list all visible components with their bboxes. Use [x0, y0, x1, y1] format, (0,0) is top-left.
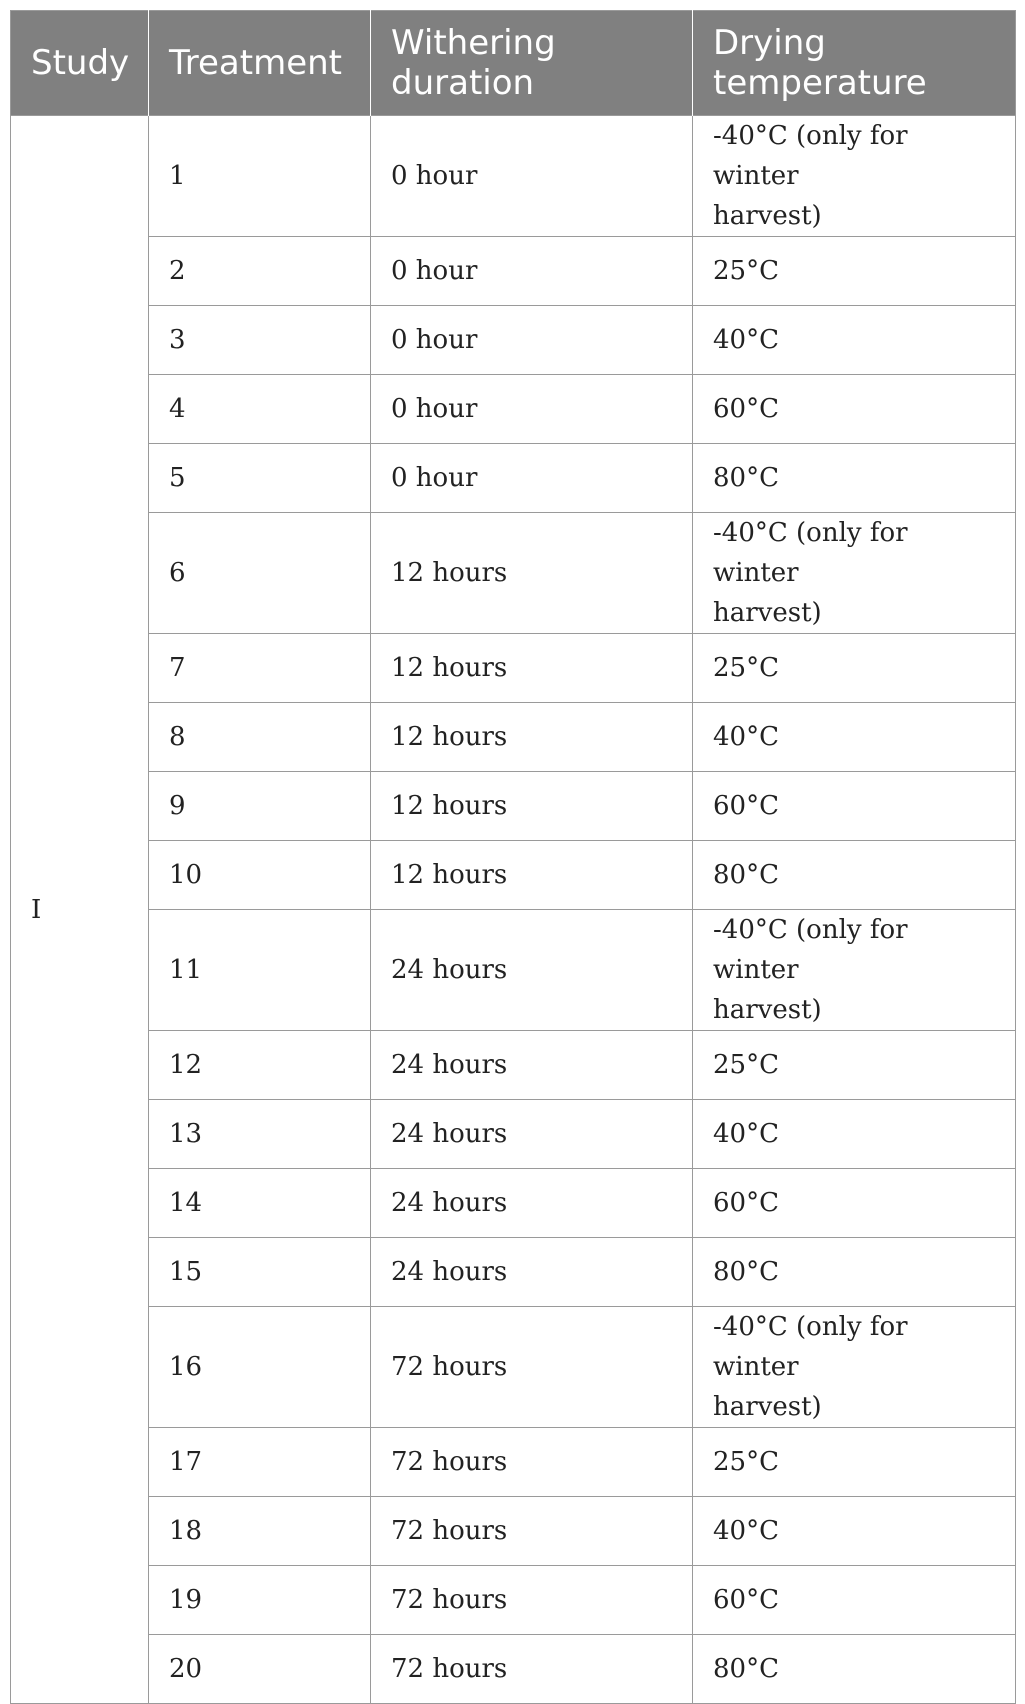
drying-text-line: 40°C: [713, 325, 779, 355]
table-row: [11, 237, 1016, 306]
cell-treatment: 12: [149, 1031, 371, 1100]
table-row: [11, 1307, 1016, 1428]
cell-drying-temperature: [693, 375, 1016, 444]
cell-drying-temperature: [693, 910, 1016, 1031]
drying-text-line: 40°C: [713, 1516, 779, 1546]
cell-withering-duration: 72 hours: [371, 1635, 693, 1704]
table-body: [11, 116, 1016, 1704]
table-row: [11, 1238, 1016, 1307]
table-row: [11, 444, 1016, 513]
drying-text-line: 60°C: [713, 1585, 779, 1615]
drying-text-line: harvest): [713, 201, 822, 231]
header-row: [11, 11, 1016, 116]
drying-text-line: 80°C: [713, 1654, 779, 1684]
table-header: [11, 11, 1016, 116]
cell-drying-temperature: [693, 772, 1016, 841]
cell-withering-duration: 0 hour: [371, 375, 693, 444]
cell-treatment: 4: [149, 375, 371, 444]
cell-drying-temperature: [693, 1031, 1016, 1100]
header-withering-line-2: duration: [391, 63, 535, 103]
cell-drying-temperature: [693, 841, 1016, 910]
drying-text-line: 25°C: [713, 1050, 779, 1080]
cell-withering-duration: 24 hours: [371, 1238, 693, 1307]
header-drying-line-2: temperature: [713, 63, 927, 103]
cell-treatment: 18: [149, 1497, 371, 1566]
cell-study: I: [11, 116, 149, 1704]
header-withering-line-1: Withering: [391, 23, 556, 63]
cell-drying-temperature: [693, 1307, 1016, 1428]
cell-drying-temperature: [693, 1497, 1016, 1566]
drying-text-line: 40°C: [713, 1119, 779, 1149]
cell-withering-duration: 12 hours: [371, 772, 693, 841]
cell-treatment: 5: [149, 444, 371, 513]
drying-text-line: 60°C: [713, 1188, 779, 1218]
drying-text-line: harvest): [713, 598, 822, 628]
cell-drying-temperature: [693, 237, 1016, 306]
table-row: [11, 634, 1016, 703]
drying-text-line: 25°C: [713, 653, 779, 683]
drying-text-line: -40°C (only for winter: [713, 915, 908, 985]
table-row: [11, 116, 1016, 237]
table-row: [11, 306, 1016, 375]
cell-treatment: 3: [149, 306, 371, 375]
cell-withering-duration: 12 hours: [371, 703, 693, 772]
table-row: [11, 375, 1016, 444]
table-row: [11, 513, 1016, 634]
cell-treatment: 9: [149, 772, 371, 841]
table-row: [11, 1031, 1016, 1100]
cell-withering-duration: 24 hours: [371, 1169, 693, 1238]
header-drying-line-1: Drying: [713, 23, 826, 63]
cell-withering-duration: 72 hours: [371, 1497, 693, 1566]
cell-treatment: 16: [149, 1307, 371, 1428]
treatment-table: [10, 10, 1016, 1704]
cell-drying-temperature: [693, 306, 1016, 375]
cell-withering-duration: 0 hour: [371, 237, 693, 306]
cell-drying-temperature: [693, 634, 1016, 703]
cell-withering-duration: 24 hours: [371, 910, 693, 1031]
cell-drying-temperature: [693, 1169, 1016, 1238]
cell-withering-duration: 72 hours: [371, 1307, 693, 1428]
cell-drying-temperature: [693, 703, 1016, 772]
table-row: [11, 1428, 1016, 1497]
cell-drying-temperature: [693, 116, 1016, 237]
cell-drying-temperature: [693, 513, 1016, 634]
drying-text-line: 80°C: [713, 1257, 779, 1287]
drying-text-line: 60°C: [713, 791, 779, 821]
table-row: [11, 1566, 1016, 1635]
table-row: [11, 703, 1016, 772]
drying-text-line: -40°C (only for winter: [713, 121, 908, 191]
cell-treatment: 6: [149, 513, 371, 634]
cell-treatment: 15: [149, 1238, 371, 1307]
cell-drying-temperature: [693, 1635, 1016, 1704]
table-row: [11, 1635, 1016, 1704]
treatment-table-container: [10, 10, 1015, 1704]
cell-withering-duration: 72 hours: [371, 1566, 693, 1635]
header-withering-duration: [371, 11, 693, 116]
cell-drying-temperature: [693, 1566, 1016, 1635]
cell-treatment: 17: [149, 1428, 371, 1497]
drying-text-line: harvest): [713, 1392, 822, 1422]
cell-treatment: 2: [149, 237, 371, 306]
cell-drying-temperature: [693, 1100, 1016, 1169]
drying-text-line: 25°C: [713, 256, 779, 286]
cell-withering-duration: 0 hour: [371, 444, 693, 513]
cell-withering-duration: 24 hours: [371, 1100, 693, 1169]
cell-drying-temperature: [693, 1428, 1016, 1497]
table-row: [11, 910, 1016, 1031]
drying-text-line: 80°C: [713, 860, 779, 890]
drying-text-line: 80°C: [713, 463, 779, 493]
cell-withering-duration: 72 hours: [371, 1428, 693, 1497]
header-drying-temperature: [693, 11, 1016, 116]
drying-text-line: 25°C: [713, 1447, 779, 1477]
drying-text-line: 60°C: [713, 394, 779, 424]
drying-text-line: 40°C: [713, 722, 779, 752]
cell-treatment: 14: [149, 1169, 371, 1238]
cell-withering-duration: 12 hours: [371, 841, 693, 910]
table-row: [11, 1169, 1016, 1238]
cell-treatment: 11: [149, 910, 371, 1031]
drying-text-line: -40°C (only for winter: [713, 518, 908, 588]
cell-treatment: 10: [149, 841, 371, 910]
table-row: [11, 1100, 1016, 1169]
cell-withering-duration: 12 hours: [371, 513, 693, 634]
cell-treatment: 20: [149, 1635, 371, 1704]
cell-withering-duration: 12 hours: [371, 634, 693, 703]
cell-withering-duration: 0 hour: [371, 116, 693, 237]
cell-treatment: 13: [149, 1100, 371, 1169]
cell-treatment: 8: [149, 703, 371, 772]
header-treatment: Treatment: [149, 11, 371, 116]
table-row: [11, 1497, 1016, 1566]
table-row: [11, 772, 1016, 841]
cell-drying-temperature: [693, 444, 1016, 513]
cell-drying-temperature: [693, 1238, 1016, 1307]
table-row: [11, 841, 1016, 910]
drying-text-line: -40°C (only for winter: [713, 1312, 908, 1382]
header-study: Study: [11, 11, 149, 116]
cell-withering-duration: 0 hour: [371, 306, 693, 375]
cell-treatment: 1: [149, 116, 371, 237]
cell-treatment: 7: [149, 634, 371, 703]
drying-text-line: harvest): [713, 995, 822, 1025]
cell-withering-duration: 24 hours: [371, 1031, 693, 1100]
cell-treatment: 19: [149, 1566, 371, 1635]
